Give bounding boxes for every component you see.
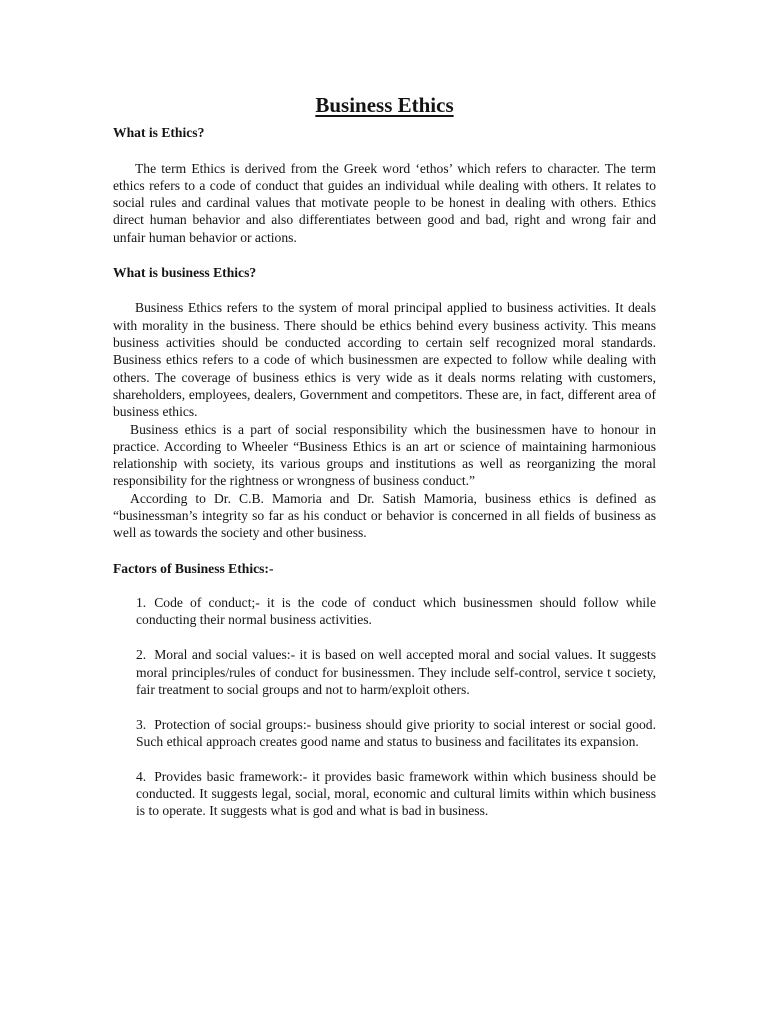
document-title: Business Ethics	[315, 93, 454, 117]
list-item-number: 2.	[136, 647, 147, 663]
section-heading-what-is-ethics: What is Ethics?	[113, 125, 205, 140]
list-item-number: 1.	[136, 595, 147, 611]
list-item	[113, 768, 656, 820]
list-item-number: 4.	[136, 768, 147, 784]
paragraph-social-responsibility: Business ethics is a part of social responsibility which the businessmen have to honour in practice. According to Wheeler “Business Ethics is an art or science of maintaining harmonious relationship with society, its various groups and institutions as well as reorganizing the moral responsibility for the rightness or wrongness of business conduct.”	[113, 421, 656, 489]
list-item-number: 3.	[136, 716, 147, 732]
list-item-text: Moral and social values:- it is based on well accepted moral and social values. It suggests moral principles/rules of conduct for businessmen. They include self-control, service t society, fair treatment to social groups and not to harm/exploit others.	[136, 647, 656, 697]
list-item-text: Code of conduct;- it is the code of conduct which businessmen should follow while conducting their normal business activities.	[136, 595, 656, 628]
section-heading-what-is-business-ethics: What is business Ethics?	[113, 264, 257, 280]
list-item-text: Provides basic framework:- it provides basic framework within which business should be conducted. It suggests legal, social, moral, economic and cultural limits within which business is to operate. It suggests what is god and what is bad in business.	[136, 768, 656, 819]
list-item	[113, 716, 656, 751]
list-item-text: Protection of social groups:- business should give priority to social interest or social good. Such ethical approach creates good name and status to business and facilitates its expansion.	[136, 716, 656, 749]
paragraph-business-ethics-definition: Business Ethics refers to the system of moral principal applied to business activities. It deals with morality in the business. There should be ethics behind every business activity. This means business activities should be conducted according to certain self recognized moral standards. Business ethics refers to a code of which businessmen are expected to follow while dealing with others. The coverage of business ethics is very wide as it deals norms relating with customers, shareholders, employees, dealers, Government and competitors. These are, in fact, different area of business ethics.	[113, 300, 656, 420]
paragraph-ethics-definition: The term Ethics is derived from the Greek word ‘ethos’ which refers to character. The term ethics refers to a code of conduct that guides an individual while dealing with others. It relates to social rules and cardinal values that motivate people to be honest in dealing with others. Ethics direct human behavior and also differentiates between good and bad, right and wrong fair and unfair human behavior or actions.	[113, 160, 656, 245]
paragraph-mamoria-definition: According to Dr. C.B. Mamoria and Dr. Satish Mamoria, business ethics is defined as “businessman’s integrity so far as his conduct or behavior is concerned in all fields of business as well as towards the society and other business.	[113, 490, 656, 541]
list-item	[113, 594, 656, 629]
factors-list	[113, 594, 656, 819]
list-item	[113, 646, 656, 698]
section-heading-factors: Factors of Business Ethics:-	[113, 560, 274, 576]
